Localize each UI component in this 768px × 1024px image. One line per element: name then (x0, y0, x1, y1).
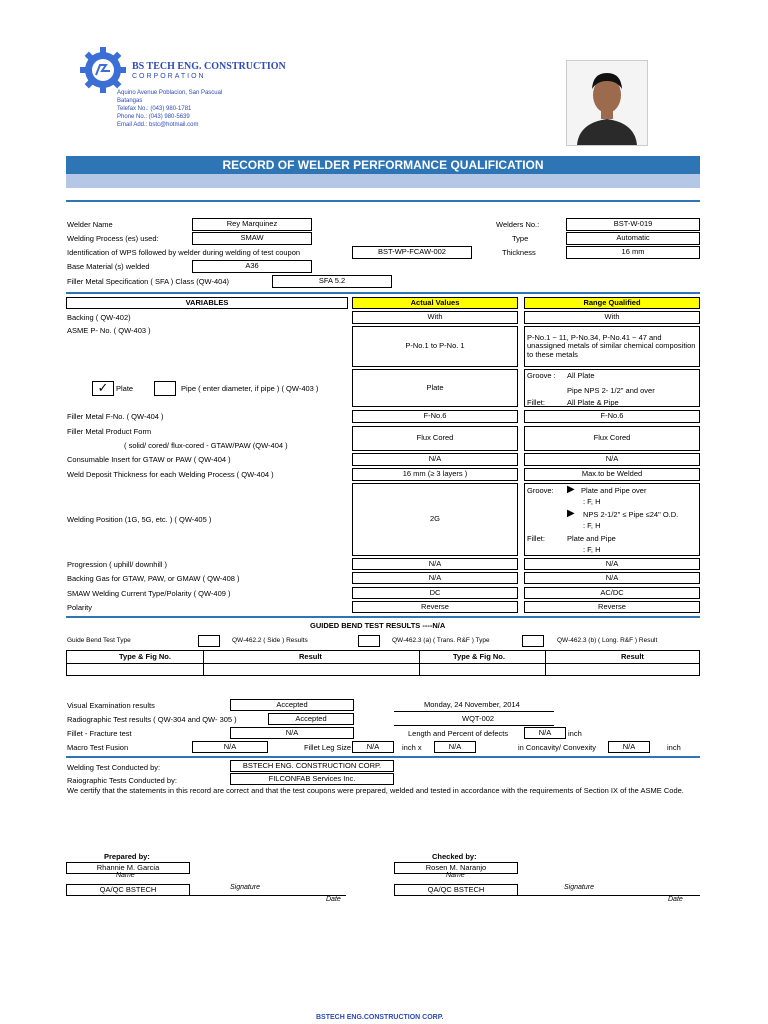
current-range[interactable]: AC/DC (524, 587, 700, 599)
pos-fillet-b: : F, H (583, 545, 601, 554)
bend-type-label: Guide Bend Test Type (67, 637, 131, 644)
radio-conducted-label: Raiographic Tests Conducted by: (67, 776, 177, 785)
company-address-2: Batangas (117, 98, 143, 104)
fillet-label: Fillet: (527, 398, 545, 407)
divider (66, 616, 700, 618)
form-actual[interactable]: Flux Cored (352, 426, 518, 451)
current-actual[interactable]: DC (352, 587, 518, 599)
welder-name-field[interactable]: Rey Marquinez (192, 218, 312, 231)
checked-name[interactable]: Rosen M. Naranjo (394, 862, 518, 874)
leg-field-2[interactable]: N/A (434, 741, 476, 753)
bend-col-type-2: Type & Fig No. (453, 652, 505, 661)
defects-label: Length and Percent of defects (408, 729, 509, 738)
certify-text: We certify that the statements in this record are correct and that the test coupons were prepared, welded and tested in accordance with the requirements of Section IX of the ASME Code. (67, 786, 684, 795)
welders-no-label: Welders No.: (496, 220, 540, 229)
plate-checkbox[interactable]: ✓ (92, 381, 114, 396)
leg-unit: inch x (402, 743, 422, 752)
prepared-name-caption: Name (116, 872, 135, 879)
company-name: BS TECH ENG. CONSTRUCTION (132, 61, 286, 72)
visual-field[interactable]: Accepted (230, 699, 354, 711)
insert-range[interactable]: N/A (524, 453, 700, 466)
checked-signature-caption: Signature (564, 884, 594, 891)
company-email: Email Add.: bstc@hotmail.com (117, 122, 199, 128)
checked-name-caption: Name (446, 872, 465, 879)
pos-groove-1: Plate and Pipe over (581, 486, 647, 495)
radio-label: Radiographic Test results ( QW-304 and QW- 305 ) (67, 715, 237, 724)
position-label: Welding Position (1G, 5G, etc. ) ( QW-405 ) (67, 515, 212, 524)
weld-conducted-label: Welding Test Conducted by: (67, 763, 161, 772)
groove-fillet-range (524, 369, 700, 407)
company-address-1: Aquino Avenue Poblacion, San Pascual (117, 90, 223, 96)
thickness-field[interactable]: 16 mm (566, 246, 700, 259)
polarity-label: Polarity (67, 603, 93, 612)
insert-actual[interactable]: N/A (352, 453, 518, 466)
prepared-org[interactable]: QA/QC BSTECH (66, 884, 190, 896)
test-date: Monday, 24 November, 2014 (424, 700, 520, 709)
form-range[interactable]: Flux Cored (524, 426, 700, 451)
arrow-icon: ▶ (567, 484, 575, 495)
groove-value-2: Pipe NPS 2- 1/2" and over (567, 386, 655, 395)
progression-range[interactable]: N/A (524, 558, 700, 570)
backgas-label: Backing Gas for GTAW, PAW, or GMAW ( QW-408 ) (67, 574, 240, 583)
asme-actual[interactable]: P-No.1 to P-No. 1 (352, 326, 518, 367)
bend-col-type-1: Type & Fig No. (119, 652, 171, 661)
footer-company: BSTECH ENG.CONSTRUCTION CORP. (316, 1014, 444, 1021)
form-label-1: Filler Metal Product Form (67, 427, 152, 436)
visual-label: Visual Examination results (67, 701, 155, 710)
checked-org[interactable]: QA/QC BSTECH (394, 884, 518, 896)
process-field[interactable]: SMAW (192, 232, 312, 245)
company-phone: Phone No.: (043) 980-5639 (117, 114, 190, 120)
current-label: SMAW Welding Current Type/Polarity ( QW-409 ) (67, 589, 231, 598)
bend-side-label: QW-462.2 ( Side ) Results (232, 637, 308, 644)
company-subtitle: CORPORATION (132, 73, 206, 80)
bend-long-checkbox[interactable] (522, 635, 544, 647)
bend-col-divider (545, 651, 546, 675)
pipe-label: Pipe ( enter diameter, if pipe ) ( QW-403 ) (181, 384, 319, 393)
progression-label: Progression ( uphill/ downhill ) (67, 560, 168, 569)
polarity-actual[interactable]: Reverse (352, 601, 518, 613)
actual-values-header: Actual Values (352, 297, 518, 309)
bend-col-divider (67, 663, 699, 664)
prepared-date-caption: Date (326, 896, 341, 903)
backing-range[interactable]: With (524, 311, 700, 324)
backgas-range[interactable]: N/A (524, 572, 700, 584)
divider (66, 756, 700, 758)
filler-label: Filler Metal Specification ( SFA ) Class (QW-404) (67, 277, 229, 286)
bend-title: GUIDED BEND TEST RESULTS ----N/A (310, 621, 446, 630)
underline (394, 711, 554, 712)
bend-long-label: QW-462.3 (b) ( Long. R&F ) Result (557, 637, 658, 644)
fno-range[interactable]: F-No.6 (524, 410, 700, 423)
fillet-fracture-label: Fillet - Fracture test (67, 729, 132, 738)
prepared-signature-caption: Signature (230, 884, 260, 891)
macro-label: Macro Test Fusion (67, 743, 129, 752)
title-band (66, 174, 700, 188)
leg-field-1[interactable]: N/A (352, 741, 394, 753)
arrow-icon: ▶ (567, 508, 575, 519)
polarity-range[interactable]: Reverse (524, 601, 700, 613)
company-telefax: Telefax No.: (043) 980-1781 (117, 106, 192, 112)
welder-name-label: Welder Name (67, 220, 113, 229)
fillet-fracture-field[interactable]: N/A (230, 727, 354, 739)
page-title: RECORD OF WELDER PERFORMANCE QUALIFICATION (222, 158, 544, 172)
divider (66, 200, 700, 202)
prepared-label: Prepared by: (104, 852, 150, 861)
base-label: Base Material (s) welded (67, 262, 150, 271)
concavity-field[interactable]: N/A (608, 741, 650, 753)
form-label-2: ( solid/ cored/ flux-cored - GTAW/PAW (QW-404 ) (124, 441, 288, 450)
asme-range[interactable]: P-No.1 ~ 11, P-No.34, P-No.41 ~ 47 and unassigned metals of similar chemical composition to these metals (524, 326, 700, 367)
deposit-range[interactable]: Max.to be Welded (524, 468, 700, 481)
groove-label: Groove : (527, 371, 556, 380)
base-field[interactable]: A36 (192, 260, 312, 273)
wps-label: Identification of WPS followed by welder during welding of test coupon (67, 248, 301, 257)
prepared-name[interactable]: Rhannie M. Garcia (66, 862, 190, 874)
checked-date-caption: Date (668, 896, 683, 903)
position-actual[interactable]: 2G (352, 483, 518, 556)
pos-fillet-label: Fillet: (527, 534, 545, 543)
deposit-actual[interactable]: 16 mm (≥ 3 layers ) (352, 468, 518, 481)
defects-field[interactable]: N/A (524, 727, 566, 739)
range-qualified-header: Range Qualified (524, 297, 700, 309)
groove-value-1: All Plate (567, 371, 595, 380)
radio-field[interactable]: Accepted (268, 713, 354, 725)
bend-col-divider (203, 651, 204, 675)
deposit-label: Weld Deposit Thickness for each Welding Process ( QW-404 ) (67, 470, 274, 479)
type-field[interactable]: Automatic (566, 232, 700, 245)
fillet-value: All Plate & Pipe (567, 398, 619, 407)
wqt-number: WQT-002 (462, 714, 495, 723)
backing-actual[interactable]: With (352, 311, 518, 324)
pipe-checkbox[interactable] (154, 381, 176, 396)
progression-actual[interactable]: N/A (352, 558, 518, 570)
welders-no-field[interactable]: BST-W-019 (566, 218, 700, 231)
radio-conducted-field[interactable]: FILCONFAB Services Inc. (230, 773, 394, 785)
backgas-actual[interactable]: N/A (352, 572, 518, 584)
title-bar (66, 156, 700, 174)
fno-label: Filler Metal F-No. ( QW-404 ) (67, 412, 164, 421)
macro-field[interactable]: N/A (192, 741, 268, 753)
process-label: Welding Process (es) used: (67, 234, 159, 243)
welder-photo (566, 60, 648, 146)
bend-trans-checkbox[interactable] (358, 635, 380, 647)
insert-label: Consumable Insert for GTAW or PAW ( QW-404 ) (67, 455, 231, 464)
bend-col-divider (419, 651, 420, 675)
pos-groove-2b: : F, H (583, 521, 601, 530)
bend-side-checkbox[interactable] (198, 635, 220, 647)
variables-header: VARIABLES (66, 297, 348, 309)
fno-actual[interactable]: F-No.6 (352, 410, 518, 423)
bend-table (66, 650, 700, 676)
plate-label: Plate (116, 384, 134, 393)
pos-groove-2: NPS 2-1/2" ≤ Pipe ≤24" O.D. (583, 510, 679, 519)
underline (394, 725, 554, 726)
bend-col-result-1: Result (299, 652, 322, 661)
plate-actual[interactable]: Plate (352, 369, 518, 407)
weld-conducted-field[interactable]: BSTECH ENG. CONSTRUCTION CORP. (230, 760, 394, 772)
checked-label: Checked by: (432, 852, 477, 861)
pos-fillet: Plate and Pipe (567, 534, 616, 543)
signature-line (190, 895, 346, 896)
wps-field[interactable]: BST-WP-FCAW-002 (352, 246, 472, 259)
filler-field[interactable]: SFA 5.2 (272, 275, 392, 288)
position-range (524, 483, 700, 556)
concavity-unit: inch (667, 743, 681, 752)
thickness-label: Thickness (502, 248, 536, 257)
bend-trans-label: QW-462.3 (a) ( Trans. R&F ) Type (392, 637, 490, 644)
pos-groove-label: Groove: (527, 486, 554, 495)
leg-label: Fillet Leg Size (304, 743, 352, 752)
asme-label: ASME P- No. ( QW-403 ) (67, 326, 151, 335)
pos-groove-1b: : F, H (583, 497, 601, 506)
backing-label: Backing ( QW-402) (67, 313, 131, 322)
divider (66, 292, 700, 294)
type-label: Type (512, 234, 529, 243)
bend-col-result-2: Result (621, 652, 644, 661)
concavity-label: in Concavity/ Convexity (518, 743, 596, 752)
defects-unit: inch (568, 729, 582, 738)
company-logo (78, 45, 128, 95)
